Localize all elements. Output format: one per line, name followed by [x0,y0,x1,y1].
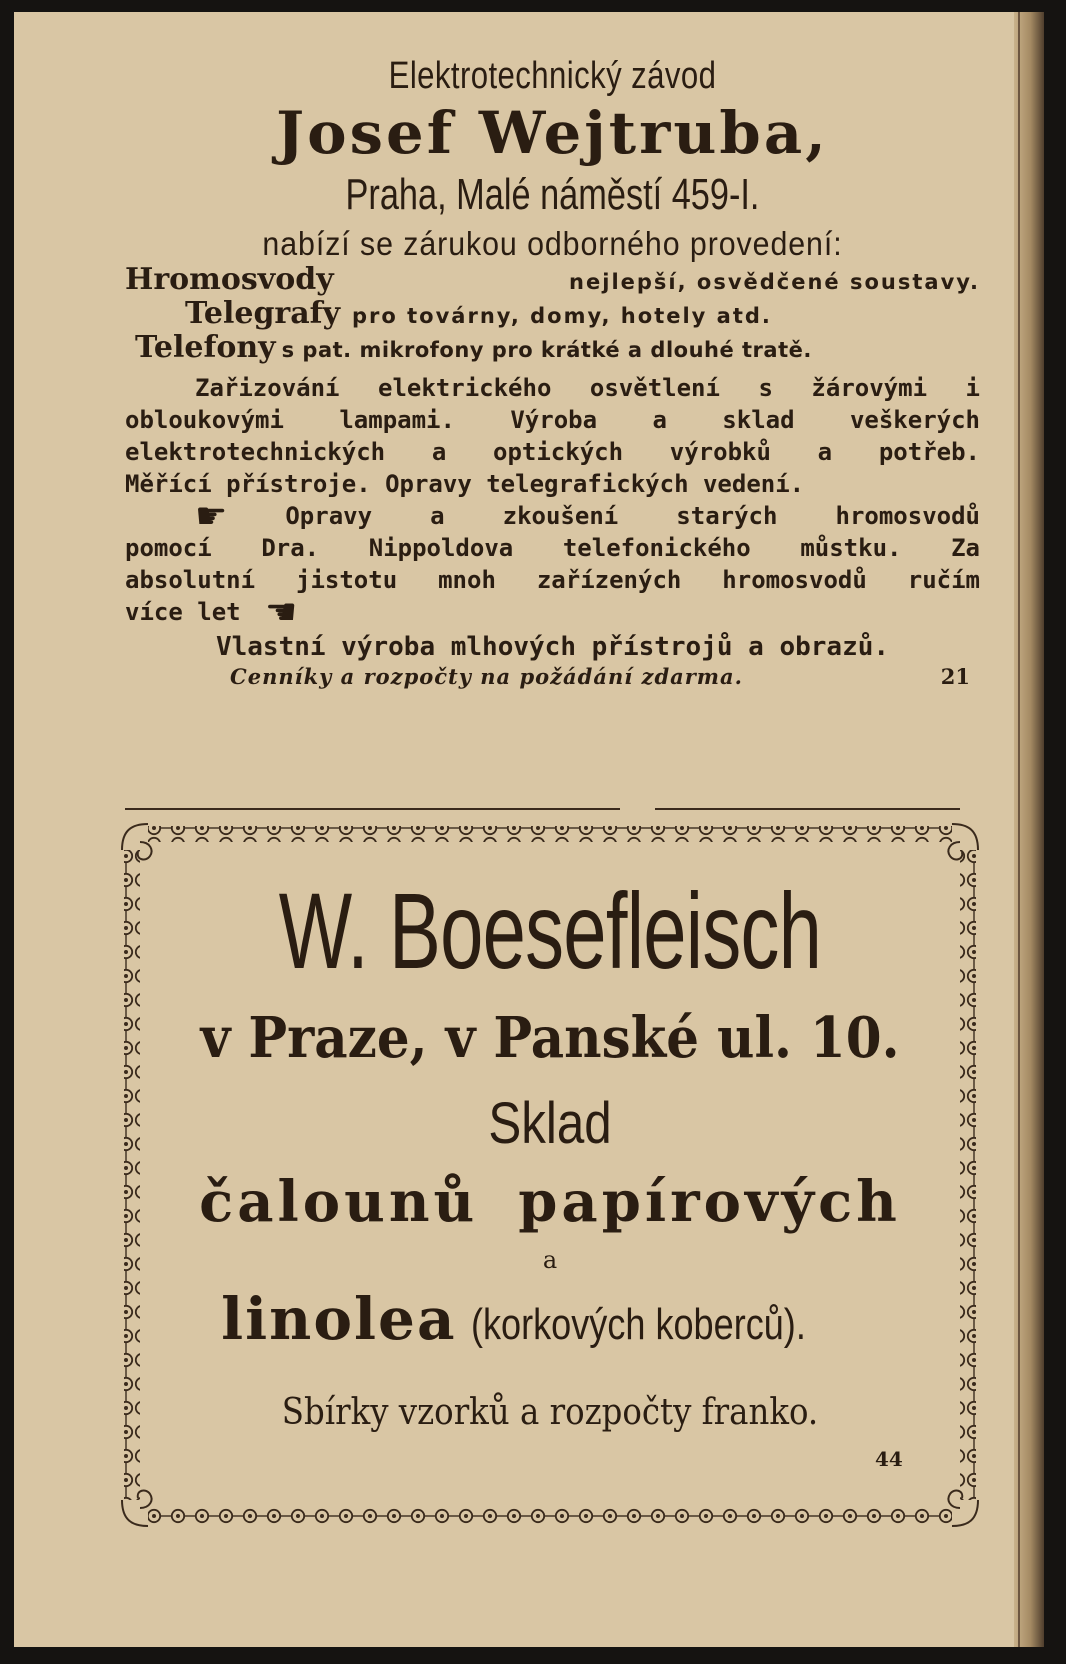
paragraph-line [125,500,980,532]
paragraph-line: Zařizování elektrického osvětlení s žárovými i [195,374,980,402]
page-edge-line [1018,12,1020,1647]
offer-title: Telefony [135,332,276,365]
border-bottom [148,1508,952,1524]
paragraph-line: obloukovými lampami. Výroba a sklad veškerých [125,406,980,434]
offer-title: Hromosvody [125,264,334,297]
ad1-catalogue-note: Cenníky a rozpočty na požádání zdarma. [230,664,743,689]
ad1-footer [125,664,980,689]
ad1-own-production: Vlastní výroba mlhových přístrojů a obrazů. [215,632,890,662]
pointing-hand-left-icon: ☚ [265,596,298,628]
ad2-linoleum-line [140,1280,960,1373]
ad2-number: 44 [875,1447,903,1471]
ad1-services-paragraph [125,372,980,500]
border-right [960,850,976,1500]
ad1-offer-line [125,332,980,366]
ad1-address: Praha, Malé náměstí 459-I. [345,170,760,219]
paragraph-line: Měřící přístroje. Opravy telegrafických vedení. [125,470,805,498]
ad2-linoleum: linolea [221,1285,457,1353]
offer-title: Telegrafy [185,298,341,331]
separator-rule-left [125,808,620,810]
ad1-repairs-paragraph [125,500,980,628]
paragraph-line [125,596,980,628]
offer-detail: pro továrny, domy, hotely atd. [352,304,772,328]
paragraph-line: absolutní jistotu mnoh zařízených hromosvodů ručím [125,566,980,594]
wallpapers-word-1: čalounů [199,1169,479,1235]
ad1-offer-line [125,264,980,298]
border-top [148,826,952,842]
ad2-cork-carpets: (korkových koberců). [470,1300,806,1349]
ad1-intro: nabízí se zárukou odborného provedení: [262,225,843,262]
border-left [124,850,140,1500]
ad1-kicker: Elektrotechnický závod [388,55,717,97]
offer-detail: nejlepší, osvědčené soustavy. [569,270,980,294]
ad1-offer-line [125,298,980,332]
pointing-hand-right-icon: ☛ [195,500,228,532]
offer-detail: s pat. mikrofony pro krátké a dlouhé tratě. [281,338,812,362]
ad1-firm-name: Josef Wejtruba, [276,99,829,167]
paragraph-line-text: Opravy a zkoušení starých hromosvodů [285,502,980,530]
wejtruba-advertisement [125,55,980,689]
wallpapers-word-2: papírových [518,1169,901,1235]
separator-rule-right [655,808,960,810]
ad2-address: v Praze, v Panské ul. 10. [200,1005,900,1071]
paragraph-line: pomocí Dra. Nippoldova telefonického můstku. Za [125,534,980,562]
ad1-page-number: 21 [940,664,970,689]
paragraph-line-text: více let [125,598,241,626]
ad2-firm-name: W. Boesefleisch [278,870,822,991]
ad2-wallpapers [140,1164,960,1240]
ad2-sklad: Sklad [488,1091,612,1156]
ad2-samples: Sbírky vzorků a rozpočty franko. [281,1392,819,1433]
boesefleisch-advertisement [140,870,960,1453]
paragraph-line: elektrotechnických a optických výrobků a potřeb. [125,438,980,466]
ad2-conjunction: a [542,1246,558,1274]
